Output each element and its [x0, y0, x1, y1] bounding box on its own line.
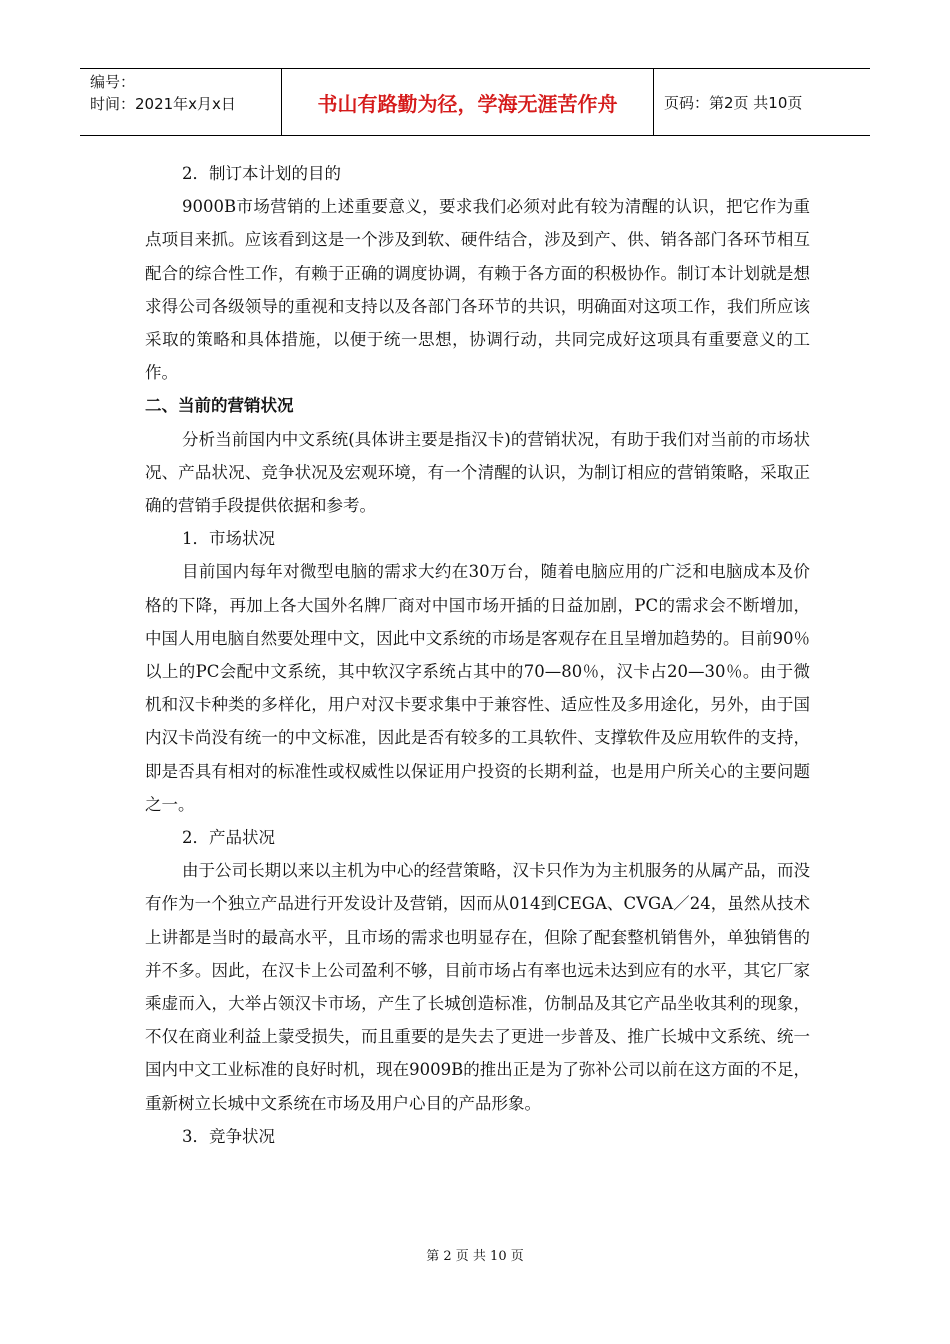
header-left-cell	[80, 69, 281, 135]
section-heading-market: 1．市场状况	[182, 529, 275, 549]
section-heading-purpose: 2．制订本计划的目的	[182, 164, 341, 183]
date-label: 时间：2021年x月x日	[90, 95, 236, 113]
section-heading-current-status: 二、当前的营销状况	[145, 396, 294, 416]
document-body	[145, 157, 810, 1153]
page-info: 页码：第2页 共10页	[664, 93, 803, 112]
paragraph-purpose: 9000B市场营销的上述重要意义，要求我们必须对此有较为清醒的认识，把它作为重点项目来抓。应该看到这是一个涉及到软、硬件结合，涉及到产、供、销各部门各环节相互配合的综合性工作，有赖于正确的调度协调，有赖于各方面的积极协作。制订本计划就是想求得公司各级领导的重视和支持以及各部门各环节的共识，明确面对这项工作，我们所应该采取的策略和具体措施，以便于统一思想，协调行动，共同完成好这项具有重要意义的工作。	[145, 197, 810, 383]
paragraph-product: 由于公司长期以来以主机为中心的经营策略，汉卡只作为为主机服务的从属产品，而没有作为一个独立产品进行开发设计及营销，因而从014到CEGA、CVGA／24，虽然从技术上讲都是当时的最高水平，且市场的需求也明显存在，但除了配套整机销售外，单独销售的并不多。因此，在汉卡上公司盈利不够，目前市场占有率也远未达到应有的水平，其它厂家乘虚而入，大举占领汉卡市场，产生了长城创造标准，仿制品及其它产品坐收其利的现象，不仅在商业利益上蒙受损失，而且重要的是失去了更进一步普及、推广长城中文系统、统一国内中文工业标准的良好时机，现在9009B的推出正是为了弥补公司以前在这方面的不足，重新树立长城中文系统在市场及用户心目的产品形象。	[145, 861, 810, 1113]
section-heading-product: 2．产品状况	[182, 828, 275, 848]
paragraph-market: 目前国内每年对微型电脑的需求大约在30万台，随着电脑应用的广泛和电脑成本及价格的下降，再加上各大国外名牌厂商对中国市场开插的日益加剧，PC的需求会不断增加，中国人用电脑自然要处理中文，因此中文系统的市场是客观存在且呈增加趋势的。目前90％以上的PC会配中文系统，其中软汉字系统占其中的70—80％，汉卡占20—30％。由于微机和汉卡种类的多样化，用户对汉卡要求集中于兼容性、适应性及多用途化，另外，由于国内汉卡尚没有统一的中文标准，因此是否有较多的工具软件、支撑软件及应用软件的支持，即是否具有相对的标准性或权威性以保证用户投资的长期利益，也是用户所关心的主要问题之一。	[145, 562, 810, 814]
header-table	[80, 68, 870, 136]
page-footer: 第 2 页 共 10 页	[426, 1249, 524, 1264]
number-label: 编号：	[90, 73, 136, 91]
section-heading-competition: 3．竞争状况	[182, 1126, 275, 1146]
motto: 书山有路勤为径，学海无涯苦作舟	[281, 69, 654, 135]
paragraph-analysis: 分析当前国内中文系统(具体讲主要是指汉卡)的营销状况，有助于我们对当前的市场状况、产品状况、竞争状况及宏观环境，有一个清醒的认识，为制订相应的营销策略，采取正确的营销手段提供依据和参考。	[145, 429, 810, 516]
